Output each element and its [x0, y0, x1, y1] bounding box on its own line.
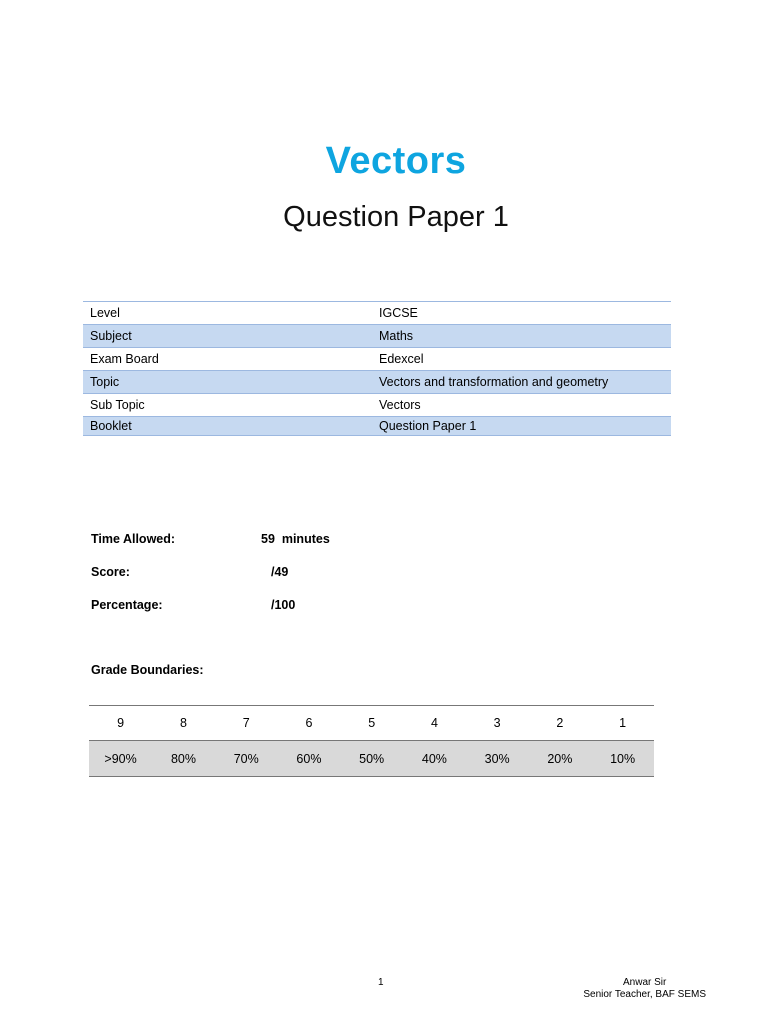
grade-cell: 2	[529, 706, 592, 741]
info-table	[83, 301, 671, 436]
percentage-cell: 70%	[215, 741, 278, 777]
score-label: Score:	[91, 565, 130, 579]
footer-role: Senior Teacher, BAF SEMS	[583, 989, 706, 1000]
info-label: Level	[83, 302, 372, 325]
footer-credit	[583, 977, 706, 1001]
footer-author: Anwar Sir	[622, 977, 667, 988]
time-allowed-label: Time Allowed:	[91, 532, 176, 546]
info-value: Maths	[372, 325, 671, 348]
grade-cell: 1	[591, 706, 654, 741]
score-value: /49	[271, 565, 289, 579]
info-value: Vectors and transformation and geometry	[372, 371, 671, 394]
info-value: Edexcel	[372, 348, 671, 371]
grade-cell: 6	[278, 706, 341, 741]
percentage-cell: 50%	[340, 741, 403, 777]
percentage-cell: >90%	[89, 741, 152, 777]
time-allowed-value: 59 minutes	[261, 532, 330, 546]
grade-row	[89, 706, 654, 741]
percentage-cell: 80%	[152, 741, 215, 777]
percentage-cell: 20%	[529, 741, 592, 777]
document-subtitle: Question Paper 1	[283, 201, 509, 233]
percentage-cell: 40%	[403, 741, 466, 777]
info-row-subject	[83, 325, 671, 348]
page-number: 1	[378, 977, 384, 988]
info-row-booklet	[83, 417, 671, 436]
info-label: Booklet	[83, 417, 372, 436]
grade-cell: 9	[89, 706, 152, 741]
info-label: Topic	[83, 371, 372, 394]
info-label: Sub Topic	[83, 394, 372, 417]
grade-cell: 5	[340, 706, 403, 741]
grade-boundaries-label: Grade Boundaries:	[91, 663, 204, 677]
percentage-label: Percentage:	[91, 598, 163, 612]
info-row-topic	[83, 371, 671, 394]
percentage-cell: 30%	[466, 741, 529, 777]
info-row-exam-board	[83, 348, 671, 371]
info-value: Question Paper 1	[372, 417, 671, 436]
info-label: Subject	[83, 325, 372, 348]
grade-cell: 4	[403, 706, 466, 741]
percentage-cell: 10%	[591, 741, 654, 777]
grade-cell: 3	[466, 706, 529, 741]
percentage-cell: 60%	[278, 741, 341, 777]
grade-cell: 8	[152, 706, 215, 741]
percentage-row	[89, 741, 654, 777]
percentage-value: /100	[271, 598, 296, 612]
info-row-level	[83, 302, 671, 325]
info-row-sub-topic	[83, 394, 671, 417]
grade-boundaries-table	[89, 705, 654, 777]
grade-cell: 7	[215, 706, 278, 741]
info-value: Vectors	[372, 394, 671, 417]
info-value: IGCSE	[372, 302, 671, 325]
info-label: Exam Board	[83, 348, 372, 371]
document-title: Vectors	[325, 140, 467, 182]
